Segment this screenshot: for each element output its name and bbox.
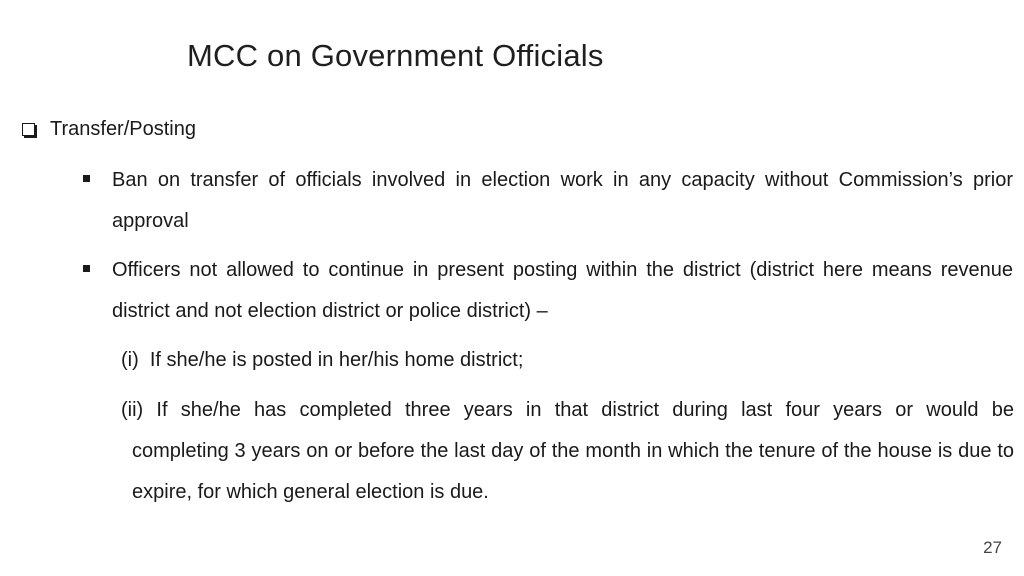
- bullet-text: Officers not allowed to continue in present posting within the district (district here means revenue district and not election district or police district) –: [112, 259, 1013, 322]
- sub-item-continuation: completing 3 years on or before the last day of the month in which the tenure of the house is due to expire, for which general election is due.: [132, 440, 1014, 503]
- square-bullet-icon: [83, 265, 90, 272]
- sub-item: [121, 340, 1014, 381]
- hollow-square-bullet-icon: [22, 123, 35, 136]
- bullet-item: [83, 160, 1013, 242]
- sub-item-first-line: (ii) If she/he has completed three years in that district during last four years or would be: [121, 399, 1014, 421]
- sub-item-text: (i) If she/he is posted in her/his home district;: [121, 349, 524, 371]
- slide-title: MCC on Government Officials: [187, 38, 604, 73]
- square-bullet-icon: [83, 175, 90, 182]
- bullet-item: [83, 250, 1013, 332]
- bullet-text: Ban on transfer of officials involved in election work in any capacity without Commission’s prior approval: [112, 169, 1013, 232]
- section-heading-label: Transfer/Posting: [50, 118, 196, 140]
- section-heading: [22, 118, 196, 141]
- page-number: 27: [983, 538, 1002, 557]
- sub-item: [121, 390, 1014, 513]
